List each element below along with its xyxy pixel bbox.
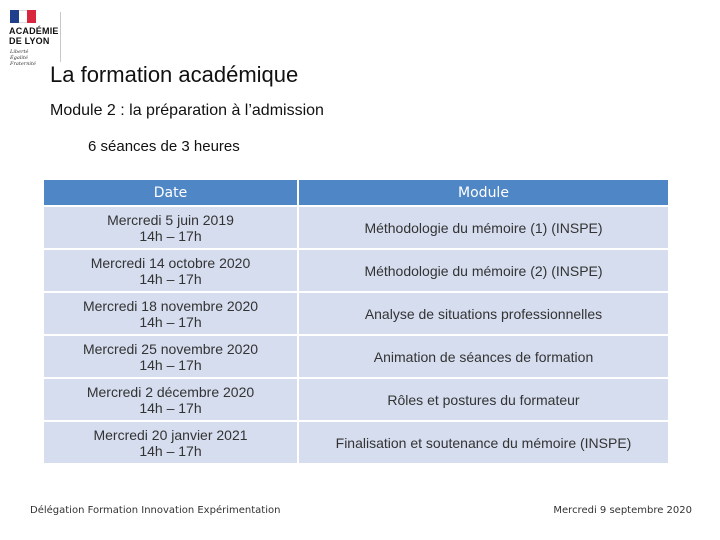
date-text: Mercredi 2 décembre 2020 — [86, 383, 255, 400]
logo-divider — [60, 12, 61, 62]
module-cell: Analyse de situations professionnelles — [299, 293, 668, 334]
date-cell — [44, 250, 297, 291]
marianne-flag-icon — [10, 10, 36, 23]
table-row — [44, 207, 668, 248]
time-text: 14h – 17h — [139, 399, 202, 416]
date-text: Mercredi 20 janvier 2021 — [93, 426, 248, 443]
footer-department: Délégation Formation Innovation Expérimentation — [30, 505, 281, 516]
module-cell: Animation de séances de formation — [299, 336, 668, 377]
table-header-row — [44, 180, 668, 205]
time-text: 14h – 17h — [139, 313, 202, 330]
table-row — [44, 422, 668, 463]
logo-line-1: ACADÉMIE — [9, 26, 59, 36]
date-text: Mercredi 5 juin 2019 — [107, 211, 234, 228]
table-row — [44, 293, 668, 334]
table-row — [44, 250, 668, 291]
logo-motto: Liberté Égalité Fraternité — [10, 49, 36, 67]
session-count-note: 6 séances de 3 heures — [88, 138, 240, 155]
header-date: Date — [44, 180, 297, 205]
module-cell: Rôles et postures du formateur — [299, 379, 668, 420]
module-cell: Méthodologie du mémoire (2) (INSPE) — [299, 250, 668, 291]
time-text: 14h – 17h — [139, 356, 202, 373]
time-text: 14h – 17h — [139, 227, 202, 244]
table-row — [44, 379, 668, 420]
table-row — [44, 336, 668, 377]
date-cell — [44, 379, 297, 420]
date-cell — [44, 422, 297, 463]
header-module: Module — [299, 180, 668, 205]
schedule-table — [42, 178, 670, 465]
date-text: Mercredi 14 octobre 2020 — [90, 254, 251, 271]
academie-logo — [8, 8, 66, 68]
date-text: Mercredi 25 novembre 2020 — [82, 340, 259, 357]
module-cell: Finalisation et soutenance du mémoire (INSPE) — [299, 422, 668, 463]
footer-date: Mercredi 9 septembre 2020 — [553, 505, 692, 516]
time-text: 14h – 17h — [139, 442, 202, 459]
date-cell — [44, 207, 297, 248]
slide-title: La formation académique — [50, 62, 299, 87]
date-cell — [44, 336, 297, 377]
date-cell — [44, 293, 297, 334]
time-text: 14h – 17h — [139, 270, 202, 287]
module-cell: Méthodologie du mémoire (1) (INSPE) — [299, 207, 668, 248]
logo-line-2: DE LYON — [9, 36, 50, 46]
slide-subtitle: Module 2 : la préparation à l’admission — [50, 102, 324, 119]
date-text: Mercredi 18 novembre 2020 — [82, 297, 259, 314]
